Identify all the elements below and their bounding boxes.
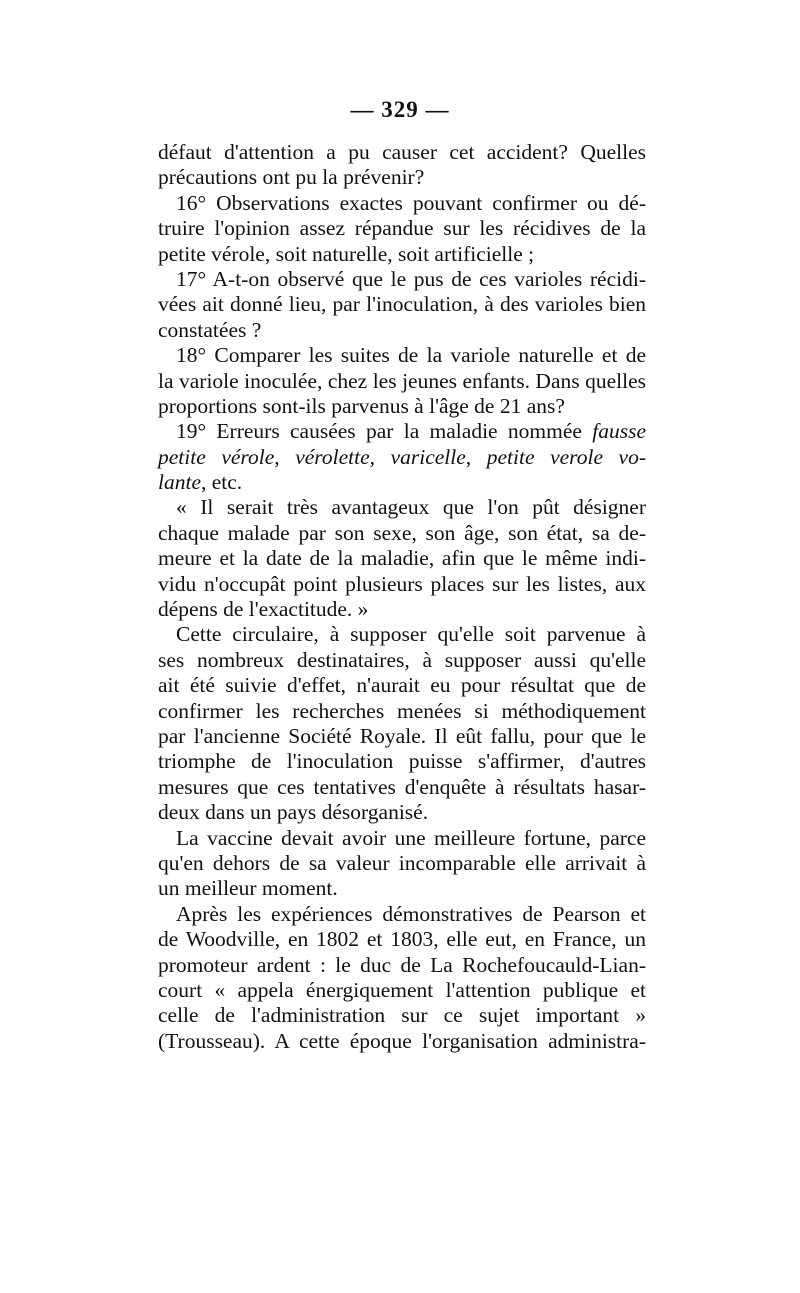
text-line: mesures que ces tentatives d'enquête à résultats hasar- — [158, 774, 646, 799]
text-line: petite vérole, soit naturelle, soit artificielle ; — [158, 241, 535, 266]
text-line: un meilleur moment. — [158, 876, 338, 901]
italic-span: varicelle — [390, 444, 466, 469]
text-line: deux dans un pays désorganisé. — [158, 800, 429, 825]
text-line: « Il serait très avantageux que l'on pût désigner — [176, 495, 646, 520]
text-line: ait été suivie d'effet, n'aurait eu pour résultat que de — [158, 673, 646, 698]
text-span: , — [465, 444, 487, 469]
text-line: chaque malade par son sexe, son âge, son état, sa de- — [158, 520, 646, 545]
text-line: confirmer les recherches menées si méthodiquement — [158, 698, 646, 723]
italic-span: petite vérole — [158, 444, 275, 469]
text-line: truire l'opinion assez répandue sur les récidives de la — [158, 216, 646, 241]
text-line: qu'en dehors de sa valeur incomparable elle arrivait à — [158, 850, 646, 875]
text-span: , — [369, 444, 391, 469]
italic-span: vérolette — [295, 444, 370, 469]
text-line: 18° Comparer les suites de la variole naturelle et de — [176, 343, 646, 368]
text-line — [158, 419, 646, 444]
text-line: meure et la date de la maladie, afin que le même indi- — [158, 546, 646, 571]
text-line: dépens de l'exactitude. » — [158, 597, 369, 622]
text-line: La vaccine devait avoir une meilleure fortune, parce — [176, 825, 646, 850]
text-line: ses nombreux destinataires, à supposer aussi qu'elle — [158, 647, 646, 672]
page-number: — 329 — — [350, 97, 450, 122]
text-line: vées ait donné lieu, par l'inoculation, à des varioles bien — [158, 292, 646, 317]
text-line: la variole inoculée, chez les jeunes enfants. Dans quelles — [158, 368, 646, 393]
text-line: vidu n'occupât point plusieurs places sur les listes, aux — [158, 571, 646, 596]
text-line: Cette circulaire, à supposer qu'elle soit parvenue à — [176, 622, 646, 647]
text-line — [158, 470, 646, 495]
italic-span: lante — [158, 470, 201, 495]
text-line: de Woodville, en 1802 et 1803, elle eut, en France, un — [158, 927, 646, 952]
text-span: , etc. — [201, 470, 243, 495]
text-line: constatées ? — [158, 317, 262, 342]
text-line: celle de l'administration sur ce sujet important » — [158, 1003, 646, 1028]
text-line: Après les expériences démonstratives de Pearson et — [176, 901, 646, 926]
text-line: triomphe de l'inoculation puisse s'affirmer, d'autres — [158, 749, 646, 774]
text-line: proportions sont-ils parvenus à l'âge de 21 ans? — [158, 393, 565, 418]
text-line: promoteur ardent : le duc de La Rochefoucauld-Lian- — [158, 952, 646, 977]
text-line: 17° A-t-on observé que le pus de ces varioles récidi- — [176, 266, 646, 291]
text-span: 19° Erreurs causées par la maladie nommée — [176, 419, 593, 444]
italic-span: petite verole vo- — [486, 444, 647, 469]
text-line: (Trousseau). A cette époque l'organisation administra- — [158, 1028, 646, 1053]
body-text — [158, 140, 646, 1054]
text-span: , — [274, 444, 296, 469]
text-line: 16° Observations exactes pouvant confirmer ou dé- — [176, 190, 646, 215]
italic-span: fausse — [592, 419, 646, 444]
text-line — [158, 445, 646, 470]
text-line: court « appela énergiquement l'attention publique et — [158, 977, 646, 1002]
text-line: par l'ancienne Société Royale. Il eût fallu, pour que le — [158, 723, 646, 748]
text-line: défaut d'attention a pu causer cet accident? Quelles — [158, 140, 646, 164]
text-line: précautions ont pu la prévenir? — [158, 165, 425, 190]
